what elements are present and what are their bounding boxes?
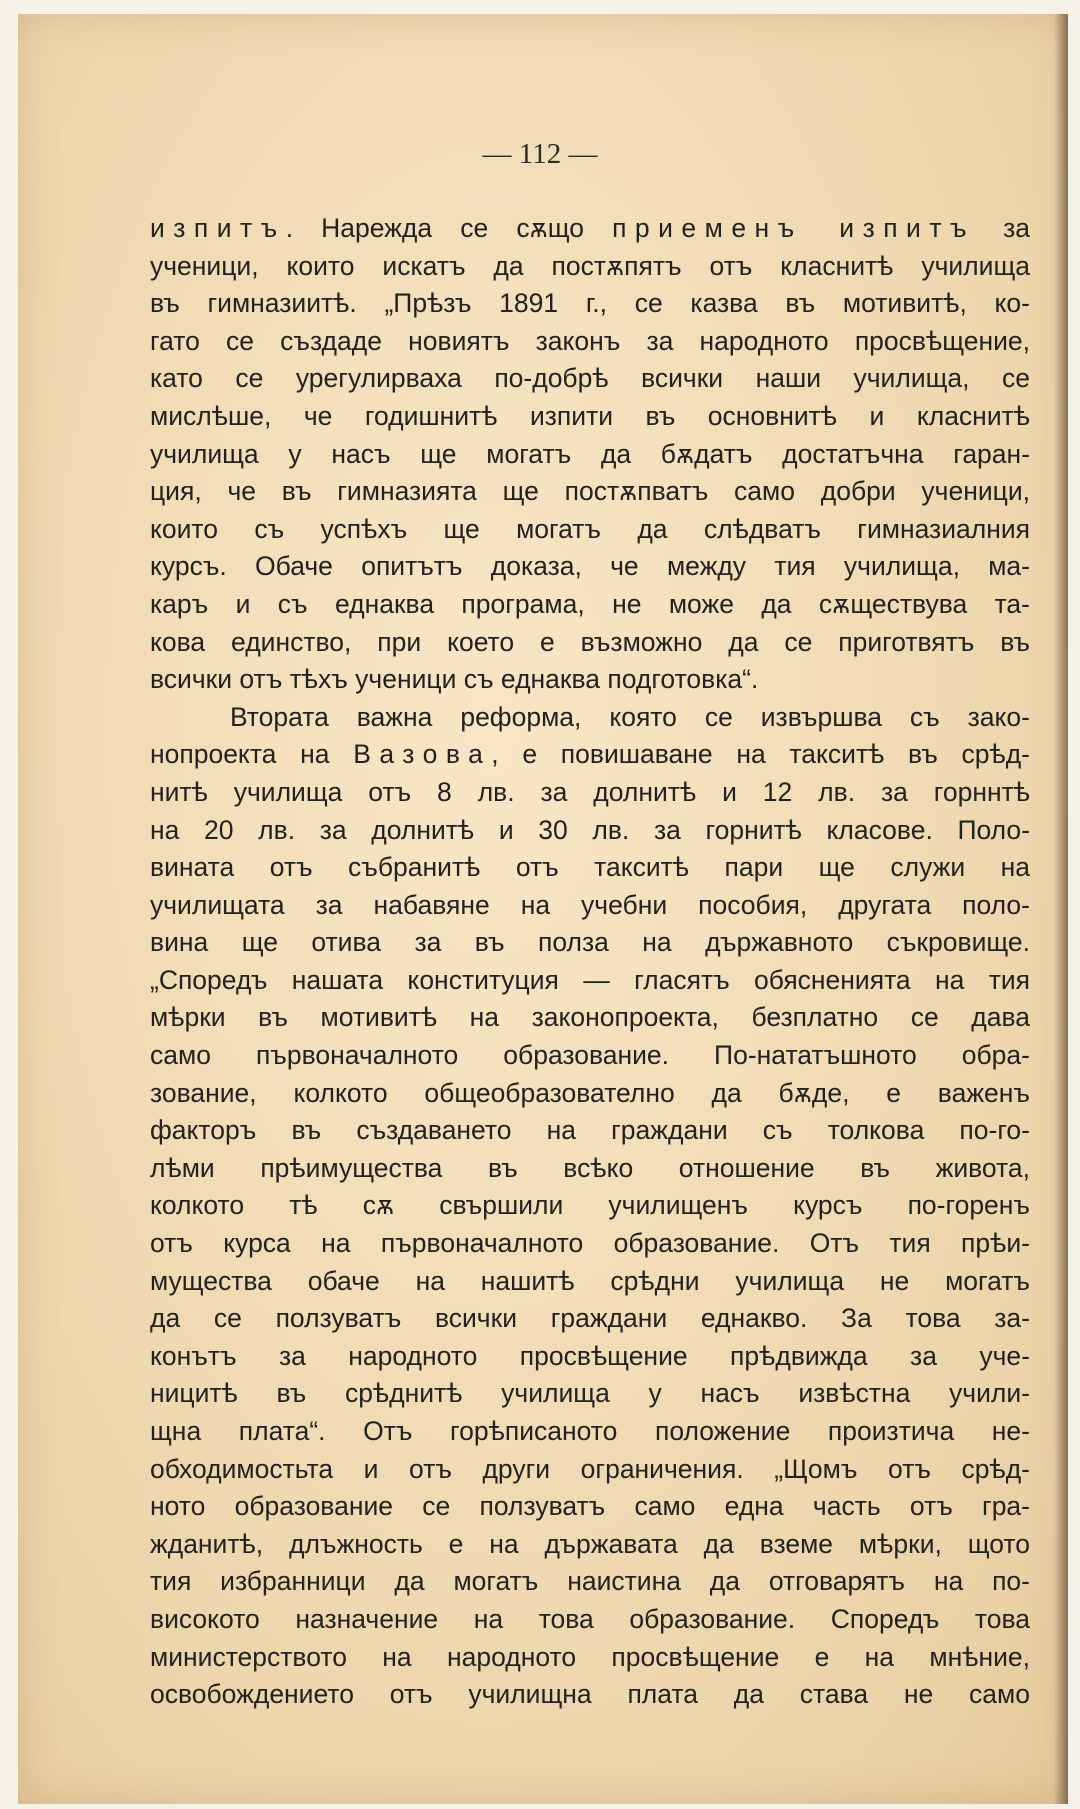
- text-line: Втората важна реформа, която се извършва съ зако-: [230, 701, 1030, 732]
- text-line: колкото тѣ сѫ свършили училищенъ курсъ по-горенъ: [150, 1190, 1030, 1221]
- text-line: министерството на народното просвѣщение е на мнѣние,: [150, 1641, 1030, 1672]
- text-line: училищата за набавяне на учебни пособия, другата поло-: [150, 889, 1030, 920]
- text-line: лѣми прѣимущества въ всѣко отношение въ живота,: [150, 1152, 1030, 1183]
- text-line: ницитѣ въ срѣднитѣ училища у насъ извѣстна учили-: [150, 1378, 1030, 1409]
- text-line: щна плата“. Отъ горѣписаното положение произтича не-: [150, 1416, 1030, 1446]
- text-line: гато се създаде новиятъ законъ за народното просвѣщение,: [150, 325, 1030, 356]
- text-line: каръ и съ еднаква програма, не може да сѫществува та-: [150, 588, 1030, 619]
- text-line: факторъ въ създаването на граждани съ толкова по-го-: [150, 1115, 1030, 1146]
- text-line: отъ курса на първоначалното образование. Отъ тия прѣи-: [150, 1228, 1030, 1259]
- text-line: ция, че въ гимназията ще постѫпватъ само добри ученици,: [150, 476, 1030, 507]
- text-line: като се урегулирваха по-добрѣ всички наши училища, се: [150, 363, 1030, 394]
- text-span: нопроекта на: [150, 739, 354, 770]
- text-line: вина ще отива за въ полза на държавното съкровище.: [150, 927, 1030, 958]
- page-number: — 112 —: [482, 138, 598, 170]
- text-line: да се ползуватъ всички граждани еднакво. За това за-: [150, 1303, 1030, 1334]
- text-line: въ гимназиитѣ. „Прѣзъ 1891 г., се казва въ мотивитѣ, ко-: [150, 288, 1030, 319]
- spine-shadow: [1054, 14, 1068, 1804]
- text-line: конътъ за народното просвѣщение прѣдвижда за уче-: [150, 1340, 1030, 1371]
- text-line: всички отъ тѣхъ ученици съ еднаква подготовка“.: [150, 664, 759, 695]
- text-span: за: [975, 213, 1030, 243]
- text-span: , е повишаване на такситѣ въ срѣд-: [491, 739, 1030, 770]
- text-line: високото назначение на това образование. Споредъ това: [150, 1603, 1030, 1634]
- text-line: жданитѣ, длъжность е на държавата да вземе мѣрки, щото: [150, 1528, 1030, 1559]
- text-line: нитѣ училища отъ 8 лв. за долнитѣ и 12 лв. за горннтѣ: [150, 776, 1030, 807]
- text-line: мѣрки въ мотивитѣ на законопроекта, безплатно се дава: [150, 1002, 1030, 1033]
- body-text: [150, 210, 1030, 1714]
- text-line: ученици, които искатъ да постѫпятъ отъ класнитѣ училища: [150, 250, 1030, 281]
- text-line: кова единство, при което е възможно да се приготвятъ въ: [150, 626, 1030, 657]
- text-line: [150, 736, 1030, 774]
- spaced-term: приеменъ изпитъ: [612, 213, 975, 243]
- text-line: които съ успѣхъ ще могатъ да слѣдватъ гимназиалния: [150, 513, 1030, 544]
- text-line: вината отъ събранитѣ отъ такситѣ пари ще служи на: [150, 852, 1030, 883]
- text-line: „Споредъ нашата конституция — гласятъ обясненията на тия: [150, 964, 1030, 995]
- text-line: тия избранници да могатъ наистина да отговарятъ на по-: [150, 1566, 1030, 1597]
- text-line: мислѣше, че годишнитѣ изпити въ основнитѣ и класнитѣ: [150, 400, 1030, 431]
- text-line: на 20 лв. за долнитѣ и 30 лв. за горнитѣ класове. Поло-: [150, 814, 1030, 845]
- spaced-name: Вазова: [353, 739, 492, 770]
- text-line: зование, колкото общеобразователно да бѫде, е важенъ: [150, 1077, 1030, 1108]
- text-line: ното образование се ползуватъ само една часть отъ гра-: [150, 1491, 1030, 1522]
- text-line: училища у насъ ще могатъ да бѫдатъ достатъчна гаран-: [150, 438, 1030, 469]
- text-line: [150, 210, 1030, 248]
- text-line: мущества обаче на нашитѣ срѣдни училища не могатъ: [150, 1265, 1030, 1296]
- text-span: . Нарежда се сѫщо: [285, 213, 613, 243]
- spaced-term: изпитъ: [150, 213, 286, 243]
- text-line: курсъ. Обаче опитътъ доказа, че между тия училища, ма-: [150, 551, 1030, 582]
- text-line: само първоначалното образование. По-нататъшното обра-: [150, 1040, 1030, 1071]
- text-line: освобождението отъ училищна плата да става не само: [150, 1679, 1030, 1710]
- text-line: обходимостьта и отъ други ограничения. „Щомъ отъ срѣд-: [150, 1453, 1030, 1484]
